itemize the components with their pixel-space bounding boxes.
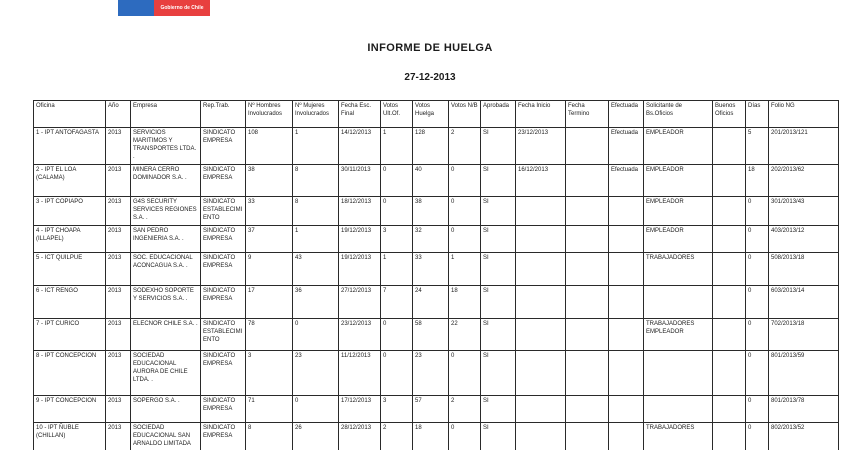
table-cell: [566, 319, 609, 351]
table-cell: 23/12/2013: [516, 128, 566, 165]
table-cell: [516, 286, 566, 319]
table-cell: SOPERGO S.A. .: [131, 396, 201, 423]
column-header: Oficina: [34, 101, 106, 128]
table-cell: 0: [746, 423, 769, 450]
table-cell: 10 - IPT ÑUBLE (CHILLAN): [34, 423, 106, 450]
table-row: [34, 286, 839, 319]
table-cell: 23: [413, 351, 449, 396]
table-cell: EMPLEADOR: [644, 197, 713, 226]
table-cell: [609, 197, 644, 226]
table-cell: [609, 396, 644, 423]
column-header: Rep.Trab.: [201, 101, 246, 128]
table-cell: 33: [413, 253, 449, 286]
table-cell: [609, 253, 644, 286]
table-cell: 0: [746, 396, 769, 423]
table-row: [34, 423, 839, 450]
table-cell: EMPLEADOR: [644, 165, 713, 197]
table-cell: 9 - IPT CONCEPCION: [34, 396, 106, 423]
table-cell: ELECNOR CHILE S.A. .: [131, 319, 201, 351]
table-cell: [566, 396, 609, 423]
table-cell: 508/2013/18: [769, 253, 839, 286]
column-header: Nº Mujeres Involucrados: [293, 101, 339, 128]
table-cell: 128: [413, 128, 449, 165]
table-cell: [713, 319, 746, 351]
table-cell: 0: [293, 396, 339, 423]
table-cell: TRABAJADORES: [644, 253, 713, 286]
table-cell: 1: [449, 253, 481, 286]
table-cell: 3: [381, 226, 413, 253]
table-cell: 3 - IPT COPIAPO: [34, 197, 106, 226]
table-row: [34, 253, 839, 286]
gobierno-de-chile-logo: [118, 0, 210, 16]
table-cell: 2 - IPT EL LOA (CALAMA): [34, 165, 106, 197]
table-cell: [516, 423, 566, 450]
column-header: Buenos Oficios: [713, 101, 746, 128]
logo-text: Gobierno de Chile: [160, 5, 204, 11]
table-cell: 38: [413, 197, 449, 226]
table-cell: SINDICATO EMPRESA: [201, 165, 246, 197]
table-cell: 108: [246, 128, 293, 165]
table-cell: SINDICATO EMPRESA: [201, 253, 246, 286]
table-cell: [566, 286, 609, 319]
table-cell: EMPLEADOR: [644, 128, 713, 165]
table-cell: 18: [449, 286, 481, 319]
table-cell: SI: [481, 197, 516, 226]
table-cell: 1: [293, 226, 339, 253]
table-cell: TRABAJADORES: [644, 423, 713, 450]
table-cell: MINERA CERRO DOMINADOR S.A. .: [131, 165, 201, 197]
table-cell: 2: [449, 128, 481, 165]
table-header-row: [34, 101, 839, 128]
report-date: 27-12-2013: [404, 72, 456, 83]
table-cell: Efectuada: [609, 128, 644, 165]
table-cell: [566, 128, 609, 165]
table-cell: SI: [481, 396, 516, 423]
table-cell: 7: [381, 286, 413, 319]
table-cell: [713, 128, 746, 165]
table-cell: 40: [413, 165, 449, 197]
table-row: [34, 226, 839, 253]
table-cell: 3: [381, 396, 413, 423]
table-cell: [609, 351, 644, 396]
table-cell: [609, 286, 644, 319]
table-cell: 3: [246, 351, 293, 396]
table-cell: 38: [246, 165, 293, 197]
table-cell: 28/12/2013: [339, 423, 381, 450]
table-cell: [713, 396, 746, 423]
table-row: [34, 165, 839, 197]
table-cell: 2013: [106, 128, 131, 165]
table-cell: SINDICATO ESTABLECIMIENTO: [201, 197, 246, 226]
table-cell: [516, 197, 566, 226]
table-cell: [713, 253, 746, 286]
table-cell: SI: [481, 253, 516, 286]
table-cell: 0: [381, 165, 413, 197]
report-title: INFORME DE HUELGA: [367, 42, 493, 54]
table-cell: [516, 351, 566, 396]
table-cell: SOCIEDAD EDUCACIONAL SAN ARNALDO LIMITADA: [131, 423, 201, 450]
column-header: Fecha Inicio: [516, 101, 566, 128]
table-cell: 2013: [106, 319, 131, 351]
table-row: [34, 197, 839, 226]
table-cell: 9: [246, 253, 293, 286]
table-cell: 1: [381, 128, 413, 165]
table-cell: SODEXHO SOPORTE Y SERVICIOS S.A. .: [131, 286, 201, 319]
table-cell: [713, 197, 746, 226]
table-cell: 26: [293, 423, 339, 450]
table-cell: 36: [293, 286, 339, 319]
table-cell: [713, 286, 746, 319]
table-cell: [566, 351, 609, 396]
table-cell: SINDICATO EMPRESA: [201, 396, 246, 423]
table-cell: 0: [449, 197, 481, 226]
table-cell: 71: [246, 396, 293, 423]
table-cell: SERVICIOS MARITIMOS Y TRANSPORTES LTDA. .: [131, 128, 201, 165]
column-header: Nº Hombres Involucrados: [246, 101, 293, 128]
table-cell: Efectuada: [609, 165, 644, 197]
table-cell: 17: [246, 286, 293, 319]
table-cell: 801/2013/78: [769, 396, 839, 423]
column-header: Votos N/B: [449, 101, 481, 128]
table-cell: SI: [481, 226, 516, 253]
table-cell: 1: [381, 253, 413, 286]
table-cell: 0: [746, 286, 769, 319]
table-cell: 0: [746, 226, 769, 253]
column-header: Aprobada: [481, 101, 516, 128]
table-cell: SI: [481, 351, 516, 396]
table-cell: [644, 396, 713, 423]
table-cell: SAN PEDRO INGENIERIA S.A. .: [131, 226, 201, 253]
table-cell: 0: [381, 351, 413, 396]
table-cell: 0: [449, 423, 481, 450]
table-cell: 11/12/2013: [339, 351, 381, 396]
table-cell: [516, 319, 566, 351]
table-cell: 18: [746, 165, 769, 197]
table-cell: SINDICATO EMPRESA: [201, 226, 246, 253]
table-cell: 1 - IPT ANTOFAGASTA: [34, 128, 106, 165]
table-cell: SI: [481, 165, 516, 197]
table-cell: 301/2013/43: [769, 197, 839, 226]
table-cell: 0: [449, 226, 481, 253]
table-cell: SOCIEDAD EDUCACIONAL AURORA DE CHILE LTDA. .: [131, 351, 201, 396]
table-cell: SINDICATO EMPRESA: [201, 286, 246, 319]
table-cell: 23: [293, 351, 339, 396]
table-cell: 22: [449, 319, 481, 351]
table-cell: 2: [381, 423, 413, 450]
table-cell: [566, 165, 609, 197]
table-cell: 202/2013/62: [769, 165, 839, 197]
table-cell: 2: [449, 396, 481, 423]
column-header: Año: [106, 101, 131, 128]
table-cell: 5: [746, 128, 769, 165]
table-cell: 2013: [106, 253, 131, 286]
table-cell: [566, 197, 609, 226]
table-row: [34, 351, 839, 396]
table-cell: [713, 351, 746, 396]
table-cell: SINDICATO EMPRESA: [201, 423, 246, 450]
table-cell: SINDICATO EMPRESA: [201, 351, 246, 396]
table-cell: 18: [413, 423, 449, 450]
table-cell: 78: [246, 319, 293, 351]
column-header: Días: [746, 101, 769, 128]
column-header: Efectuada: [609, 101, 644, 128]
table-cell: [566, 226, 609, 253]
table-cell: 702/2013/18: [769, 319, 839, 351]
table-cell: 37: [246, 226, 293, 253]
table-cell: 0: [746, 197, 769, 226]
table-cell: 2013: [106, 226, 131, 253]
table-cell: 27/12/2013: [339, 286, 381, 319]
table-cell: [516, 396, 566, 423]
table-cell: 57: [413, 396, 449, 423]
table-cell: 33: [246, 197, 293, 226]
table-cell: 43: [293, 253, 339, 286]
logo-flag-red: [154, 0, 210, 16]
table-cell: 2013: [106, 351, 131, 396]
column-header: Votos Ult.Of.: [381, 101, 413, 128]
table-cell: 8: [246, 423, 293, 450]
table-cell: 802/2013/52: [769, 423, 839, 450]
table-cell: [713, 165, 746, 197]
table-row: [34, 396, 839, 423]
table-cell: [609, 423, 644, 450]
table-cell: 19/12/2013: [339, 253, 381, 286]
table-cell: 0: [293, 319, 339, 351]
table-cell: 403/2013/12: [769, 226, 839, 253]
table-cell: 30/11/2013: [339, 165, 381, 197]
table-cell: [609, 319, 644, 351]
table-cell: [609, 226, 644, 253]
table-cell: 7 - IPT CURICO: [34, 319, 106, 351]
table-cell: 8: [293, 165, 339, 197]
table-cell: 801/2013/59: [769, 351, 839, 396]
table-cell: 2013: [106, 165, 131, 197]
table-cell: 0: [449, 165, 481, 197]
table-cell: [516, 253, 566, 286]
column-header: Fecha Esc. Final: [339, 101, 381, 128]
table-cell: SI: [481, 128, 516, 165]
table-cell: 0: [381, 319, 413, 351]
column-header: Folio NG: [769, 101, 839, 128]
table-cell: [644, 351, 713, 396]
table-cell: 0: [746, 351, 769, 396]
table-cell: 8 - IPT CONCEPCION: [34, 351, 106, 396]
table-cell: 2013: [106, 396, 131, 423]
column-header: Solicitante de Bs.Oficios: [644, 101, 713, 128]
table-cell: 201/2013/121: [769, 128, 839, 165]
table-cell: [516, 226, 566, 253]
table-cell: 4 - IPT CHOAPA (ILLAPEL): [34, 226, 106, 253]
table-cell: SI: [481, 286, 516, 319]
table-cell: 19/12/2013: [339, 226, 381, 253]
table-cell: G4S SECURITY SERVICES REGIONES S.A. .: [131, 197, 201, 226]
table-cell: 17/12/2013: [339, 396, 381, 423]
table-cell: 0: [746, 253, 769, 286]
table-cell: 58: [413, 319, 449, 351]
table-cell: [644, 286, 713, 319]
table-cell: TRABAJADORES EMPLEADOR: [644, 319, 713, 351]
table-cell: 18/12/2013: [339, 197, 381, 226]
table-cell: 32: [413, 226, 449, 253]
table-cell: 23/12/2013: [339, 319, 381, 351]
column-header: Empresa: [131, 101, 201, 128]
table-cell: 14/12/2013: [339, 128, 381, 165]
table-cell: 5 - ICT QUILPUE: [34, 253, 106, 286]
table-cell: 16/12/2013: [516, 165, 566, 197]
table-cell: 603/2013/14: [769, 286, 839, 319]
table-cell: 0: [381, 197, 413, 226]
table-cell: SI: [481, 423, 516, 450]
table-cell: 8: [293, 197, 339, 226]
table-cell: SINDICATO ESTABLECIMIENTO: [201, 319, 246, 351]
table-row: [34, 128, 839, 165]
logo-flag-blue: [118, 0, 154, 16]
column-header: Fecha Termino: [566, 101, 609, 128]
table-cell: 24: [413, 286, 449, 319]
table-row: [34, 319, 839, 351]
table-cell: EMPLEADOR: [644, 226, 713, 253]
column-header: Votos Huelga: [413, 101, 449, 128]
table-cell: [566, 253, 609, 286]
table-cell: SI: [481, 319, 516, 351]
table-cell: 6 - ICT RENGO: [34, 286, 106, 319]
table-cell: 1: [293, 128, 339, 165]
table-cell: [566, 423, 609, 450]
table-cell: 2013: [106, 197, 131, 226]
huelga-table: [33, 100, 839, 450]
table-cell: [713, 423, 746, 450]
table-cell: 0: [449, 351, 481, 396]
table-cell: 0: [746, 319, 769, 351]
table-cell: 2013: [106, 286, 131, 319]
table-cell: 2013: [106, 423, 131, 450]
table-cell: SINDICATO EMPRESA: [201, 128, 246, 165]
table-cell: SOC. EDUCACIONAL ACONCAGUA S.A. .: [131, 253, 201, 286]
table-cell: [713, 226, 746, 253]
